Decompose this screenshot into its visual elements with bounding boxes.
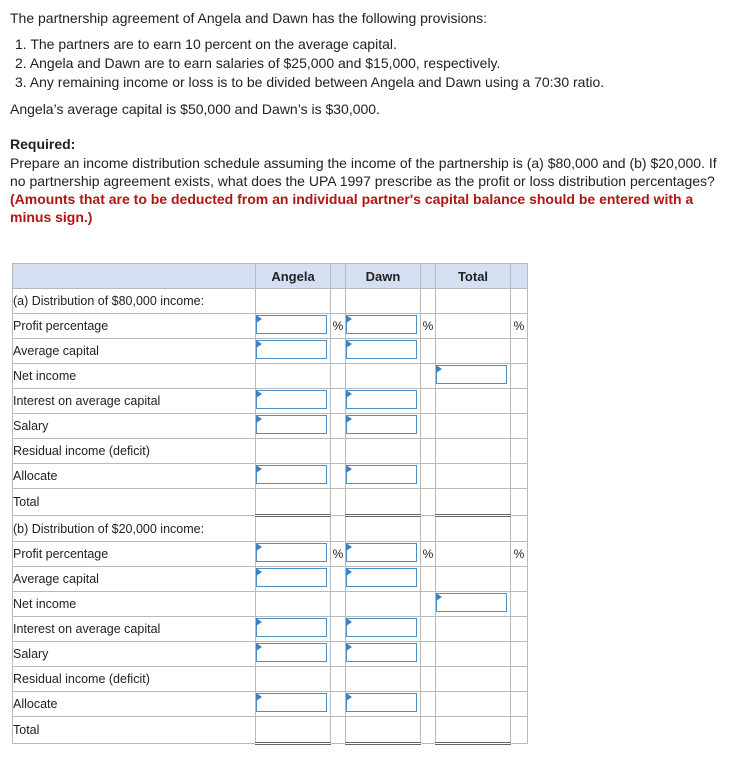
row-label: Profit percentage xyxy=(13,314,256,339)
provision-item: 3. Any remaining income or loss is to be divided between Angela and Dawn using a 70:30 ratio. xyxy=(15,74,605,90)
row-label: Residual income (deficit) xyxy=(13,439,256,464)
a-dawn-salary-input[interactable] xyxy=(346,415,417,434)
a-dawn-interest-input[interactable] xyxy=(346,390,417,409)
flag-icon xyxy=(256,465,262,473)
a-dawn-allocate-input[interactable] xyxy=(346,465,417,484)
flag-icon xyxy=(346,315,352,323)
table-row xyxy=(13,489,528,516)
a-angela-salary-input[interactable] xyxy=(256,415,327,434)
percent-sign: % xyxy=(331,314,346,339)
flag-icon xyxy=(256,693,262,701)
table-row xyxy=(13,692,528,717)
b-dawn-interest-input[interactable] xyxy=(346,618,417,637)
provision-item: 2. Angela and Dawn are to earn salaries of $25,000 and $15,000, respectively. xyxy=(15,55,501,71)
row-label: Salary xyxy=(13,642,256,667)
table-row xyxy=(13,642,528,667)
row-label: Interest on average capital xyxy=(13,389,256,414)
b-angela-allocate-input[interactable] xyxy=(256,693,327,712)
row-label: Allocate xyxy=(13,692,256,717)
flag-icon xyxy=(346,568,352,576)
intro-lead: The partnership agreement of Angela and Dawn has the following provisions: xyxy=(10,10,488,26)
table-row xyxy=(13,439,528,464)
header-blank xyxy=(13,264,256,289)
provision-item: 1. The partners are to earn 10 percent on the average capital. xyxy=(15,36,397,52)
table-row xyxy=(13,717,528,744)
percent-sign: % xyxy=(421,542,436,567)
flag-icon xyxy=(346,693,352,701)
header-angela: Angela xyxy=(256,264,331,289)
flag-icon xyxy=(256,568,262,576)
flag-icon xyxy=(436,365,442,373)
b-dawn-salary-input[interactable] xyxy=(346,643,417,662)
flag-icon xyxy=(256,315,262,323)
percent-sign: % xyxy=(331,542,346,567)
table-row xyxy=(13,567,528,592)
header-blank xyxy=(511,264,528,289)
a-dawn-profit-pct-input[interactable] xyxy=(346,315,417,334)
b-dawn-profit-pct-input[interactable] xyxy=(346,543,417,562)
row-label: Net income xyxy=(13,364,256,389)
provisions-list xyxy=(15,35,725,92)
table-row xyxy=(13,592,528,617)
table-row xyxy=(13,339,528,364)
percent-sign: % xyxy=(511,314,528,339)
income-distribution-table xyxy=(12,263,528,745)
table-row xyxy=(13,464,528,489)
b-angela-avg-capital-input[interactable] xyxy=(256,568,327,587)
table-row xyxy=(13,617,528,642)
flag-icon xyxy=(256,415,262,423)
row-label: Profit percentage xyxy=(13,542,256,567)
row-label: Total xyxy=(13,489,256,516)
percent-sign: % xyxy=(421,314,436,339)
table-row xyxy=(13,414,528,439)
section-b-title-row xyxy=(13,516,528,542)
b-angela-interest-input[interactable] xyxy=(256,618,327,637)
a-total-net-income-input[interactable] xyxy=(436,365,507,384)
b-angela-profit-pct-input[interactable] xyxy=(256,543,327,562)
header-blank xyxy=(421,264,436,289)
b-dawn-allocate-input[interactable] xyxy=(346,693,417,712)
row-label: Net income xyxy=(13,592,256,617)
a-angela-avg-capital-input[interactable] xyxy=(256,340,327,359)
table-row xyxy=(13,667,528,692)
row-label: Allocate xyxy=(13,464,256,489)
required-text xyxy=(10,154,725,226)
flag-icon xyxy=(346,465,352,473)
b-angela-salary-input[interactable] xyxy=(256,643,327,662)
required-emphasis: (Amounts that are to be deducted from an individual partner's capital balance should be entered with a minus sign.) xyxy=(10,191,694,225)
row-label: Interest on average capital xyxy=(13,617,256,642)
flag-icon xyxy=(256,340,262,348)
flag-icon xyxy=(346,543,352,551)
a-dawn-avg-capital-input[interactable] xyxy=(346,340,417,359)
table-row xyxy=(13,364,528,389)
problem-statement xyxy=(10,9,725,226)
section-a-title: (a) Distribution of $80,000 income: xyxy=(13,289,256,314)
a-angela-allocate-input[interactable] xyxy=(256,465,327,484)
table-row xyxy=(13,314,528,339)
row-label: Residual income (deficit) xyxy=(13,667,256,692)
flag-icon xyxy=(346,390,352,398)
header-total: Total xyxy=(436,264,511,289)
a-angela-profit-pct-input[interactable] xyxy=(256,315,327,334)
capital-statement: Angela’s average capital is $50,000 and Dawn’s is $30,000. xyxy=(10,101,380,117)
section-b-title: (b) Distribution of $20,000 income: xyxy=(13,516,256,542)
flag-icon xyxy=(436,593,442,601)
table-row xyxy=(13,389,528,414)
required-heading: Required: xyxy=(10,136,76,152)
percent-sign: % xyxy=(511,542,528,567)
flag-icon xyxy=(256,618,262,626)
row-label: Average capital xyxy=(13,567,256,592)
header-row xyxy=(13,264,528,289)
row-label: Salary xyxy=(13,414,256,439)
header-dawn: Dawn xyxy=(346,264,421,289)
flag-icon xyxy=(346,340,352,348)
flag-icon xyxy=(256,643,262,651)
flag-icon xyxy=(256,543,262,551)
required-body: Prepare an income distribution schedule assuming the income of the partnership is (a) $80,000 and (b) $20,000. If no partnership agreement exists, what does the UPA 1997 prescribe as the profit or loss distribution percentages? xyxy=(10,155,717,189)
header-blank xyxy=(331,264,346,289)
flag-icon xyxy=(346,643,352,651)
flag-icon xyxy=(256,390,262,398)
table-row xyxy=(13,542,528,567)
flag-icon xyxy=(346,415,352,423)
flag-icon xyxy=(346,618,352,626)
row-label: Total xyxy=(13,717,256,744)
b-total-net-income-input[interactable] xyxy=(436,593,507,612)
row-label: Average capital xyxy=(13,339,256,364)
b-dawn-avg-capital-input[interactable] xyxy=(346,568,417,587)
section-a-title-row xyxy=(13,289,528,314)
a-angela-interest-input[interactable] xyxy=(256,390,327,409)
